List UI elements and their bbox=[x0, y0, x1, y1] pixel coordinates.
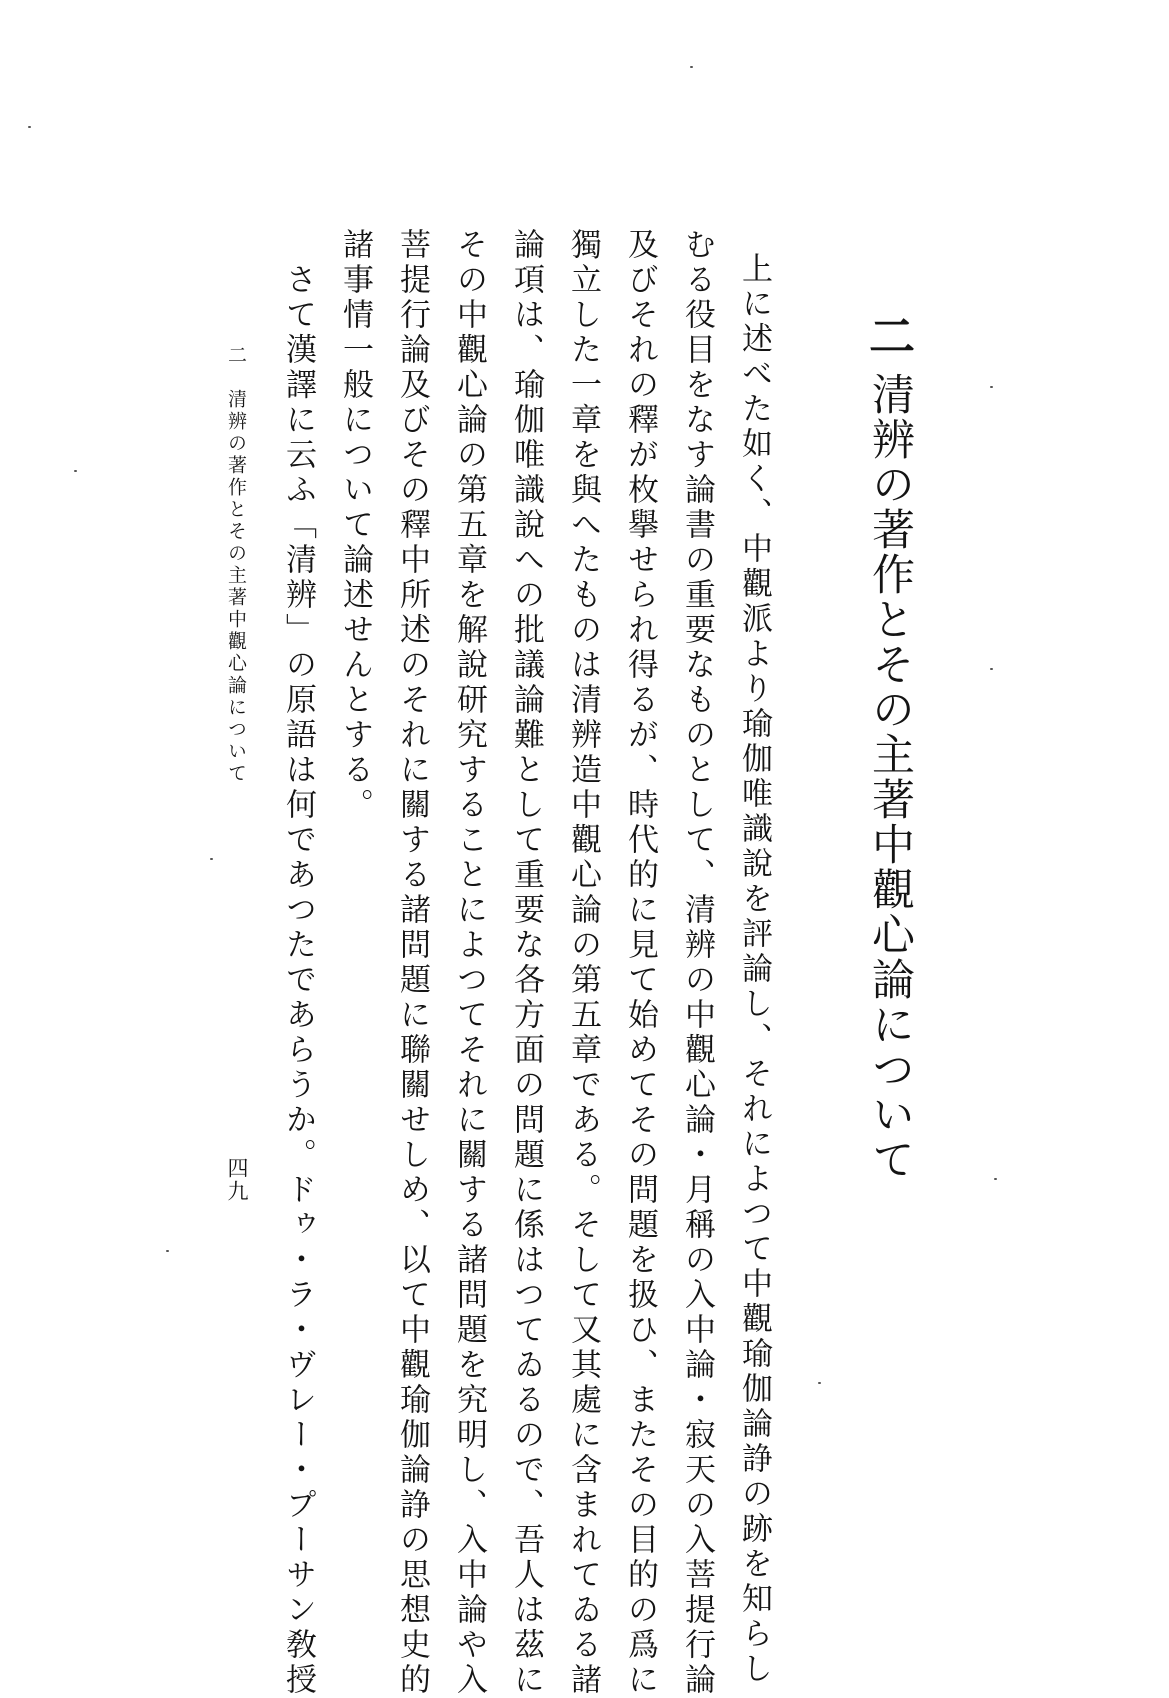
body-line-7: 菩提行論及びその釋中所述のそれに關する諸問題に聯關せしめ、以て中觀瑜伽論諍の思想史的 bbox=[394, 228, 430, 1698]
body-line-4: 獨立した一章を與へたものは清辨造中觀心論の第五章である。そして又其處に含まれてゐる諸 bbox=[565, 228, 601, 1698]
scan-speck bbox=[690, 66, 693, 68]
scan-speck bbox=[74, 470, 77, 472]
body-line-1: 上に述べた如く、中觀派より瑜伽唯識說を評論し、それによつて中觀瑜伽論諍の跡を知らし bbox=[736, 252, 772, 1687]
scan-speck bbox=[818, 1382, 821, 1384]
body-line-2: むる役目をなす論書の重要なものとして、清辨の中觀心論・月稱の入中論・寂天の入菩提行論 bbox=[679, 228, 715, 1698]
scan-speck bbox=[166, 1250, 169, 1252]
scan-speck bbox=[28, 126, 31, 128]
body-line-3: 及びそれの釋が枚擧せられ得るが、時代的に見て始めてその問題を扱ひ、またその目的の爲に bbox=[622, 228, 658, 1698]
scan-speck bbox=[210, 858, 213, 860]
body-line-9: さて漢譯に云ふ「清辨」の原語は何であつたであらうか。ドゥ・ラ・ヴレー・プーサン敎授 bbox=[280, 228, 316, 1698]
running-head: 二 清辨の著作とその主著中觀心論について bbox=[225, 345, 247, 785]
scan-speck bbox=[990, 668, 993, 670]
body-line-6: その中觀心論の第五章を解說研究することによつてそれに關する諸問題を究明し、入中論や入 bbox=[451, 228, 487, 1698]
scan-speck bbox=[994, 1178, 997, 1180]
body-line-5: 論項は、瑜伽唯識說への批議論難として重要な各方面の問題に係はつてゐるので、吾人は茲に bbox=[508, 228, 544, 1698]
page-number: 四九 bbox=[225, 1157, 249, 1203]
scan-speck bbox=[990, 386, 993, 388]
section-number: 二 bbox=[862, 312, 916, 358]
body-line-8: 諸事情一般について論述せんとする。 bbox=[337, 228, 373, 823]
section-title: 清辨の著作とその主著中觀心論について bbox=[865, 372, 915, 1182]
